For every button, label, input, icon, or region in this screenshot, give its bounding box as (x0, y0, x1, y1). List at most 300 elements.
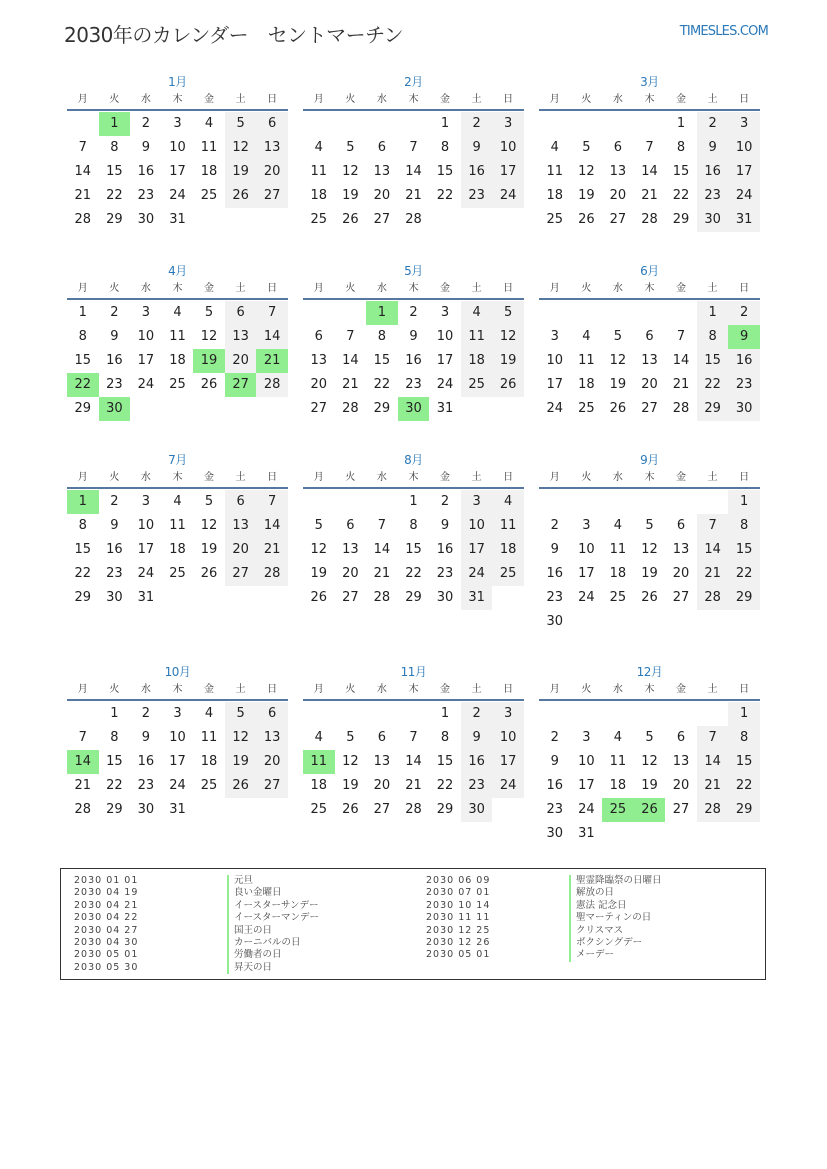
day-cell: 23 (728, 373, 760, 397)
month-title: 4月 (168, 264, 187, 278)
month-block (539, 73, 760, 232)
holiday-name: 国王の日 (227, 925, 319, 937)
day-cell: 31 (578, 826, 595, 841)
day-cell: 22 (436, 188, 454, 203)
day-cell: 28 (373, 590, 391, 605)
day-cell: 20 (672, 566, 690, 581)
day-cell: 22 (728, 562, 760, 586)
weekday-header (303, 469, 524, 489)
day-cell: 10 (169, 730, 186, 745)
day-cell: 9 (440, 518, 450, 533)
day-cell: 22 (373, 377, 391, 392)
day-cell: 27 (310, 401, 328, 416)
day-cell: 26 (609, 401, 627, 416)
weekday-header (303, 91, 524, 111)
weekday-label: 金 (440, 472, 451, 483)
day-cell: 5 (225, 112, 257, 136)
day-grid (303, 301, 524, 421)
day-cell: 29 (106, 802, 123, 817)
holiday-date: 2030 06 09 (426, 875, 491, 886)
day-cell: 14 (74, 164, 92, 179)
day-cell: 18 (546, 188, 564, 203)
day-cell: 18 (609, 778, 627, 793)
month-title: 10月 (164, 665, 191, 679)
holiday-dates-left (74, 875, 138, 974)
empty-cell (571, 301, 603, 325)
day-cell: 14 (672, 353, 690, 368)
day-cell: 8 (110, 730, 119, 745)
weekday-label: 日 (503, 472, 514, 483)
day-cell: 9 (461, 726, 493, 750)
day-cell: 11 (169, 518, 186, 533)
day-cell: 12 (492, 325, 524, 349)
weekday-label: 金 (676, 472, 687, 483)
day-cell: 7 (409, 730, 418, 745)
weekday-label: 火 (581, 472, 592, 483)
day-cell: 25 (310, 212, 328, 227)
day-cell: 24 (492, 774, 524, 798)
holiday-date: 2030 11 11 (426, 912, 491, 924)
day-cell: 24 (461, 562, 493, 586)
day-cell: 28 (256, 373, 288, 397)
day-cell: 8 (697, 325, 729, 349)
day-cell: 31 (461, 586, 493, 610)
day-cell: 18 (200, 164, 218, 179)
day-cell: 25 (578, 401, 595, 416)
weekday-header (303, 681, 524, 701)
day-cell: 15 (436, 164, 454, 179)
weekday-label: 金 (204, 94, 215, 105)
day-cell: 8 (110, 140, 119, 155)
weekday-label: 金 (676, 684, 687, 695)
day-cell: 13 (672, 754, 690, 769)
weekday-label: 月 (313, 283, 324, 294)
day-cell: 30 (546, 826, 564, 841)
day-cell: 27 (672, 590, 690, 605)
day-cell: 2 (141, 116, 151, 131)
holiday-day-cell: 1 (99, 112, 131, 136)
day-cell: 30 (546, 614, 564, 629)
day-cell: 31 (137, 590, 155, 605)
holiday-day-cell: 14 (67, 750, 99, 774)
day-cell: 22 (405, 566, 422, 581)
weekday-label: 火 (109, 472, 120, 483)
day-cell: 1 (78, 305, 87, 320)
holiday-date: 2030 05 01 (74, 949, 139, 961)
day-cell: 8 (440, 140, 450, 155)
empty-cell (634, 112, 666, 136)
holiday-day-cell: 1 (366, 301, 398, 325)
day-cell: 15 (74, 353, 92, 368)
weekday-label: 水 (140, 472, 151, 483)
weekday-label: 木 (408, 472, 419, 483)
day-cell: 27 (373, 802, 391, 817)
holiday-date: 2030 01 01 (74, 875, 139, 886)
day-cell: 16 (137, 754, 155, 769)
day-cell: 1 (409, 494, 418, 509)
holiday-names-left (227, 875, 319, 974)
holiday-name: 元旦 (227, 875, 319, 887)
day-cell: 16 (546, 778, 564, 793)
day-cell: 12 (342, 164, 359, 179)
day-cell: 7 (697, 726, 729, 750)
day-cell: 15 (405, 542, 422, 557)
holiday-date: 2030 12 26 (426, 936, 491, 948)
day-cell: 6 (676, 518, 686, 533)
weekday-label: 火 (345, 94, 356, 105)
day-cell: 11 (200, 140, 218, 155)
empty-cell (335, 490, 367, 514)
weekday-label: 木 (644, 94, 655, 105)
weekday-label: 火 (581, 283, 592, 294)
day-cell: 13 (256, 136, 288, 160)
day-cell: 30 (137, 212, 155, 227)
weekday-label: 金 (676, 94, 687, 105)
weekday-header (539, 681, 760, 701)
day-cell: 5 (204, 305, 214, 320)
day-cell: 20 (225, 538, 257, 562)
day-cell: 22 (74, 566, 92, 581)
day-cell: 12 (310, 542, 328, 557)
day-cell: 8 (409, 518, 418, 533)
holiday-name: メーデー (569, 949, 662, 961)
day-cell: 20 (310, 377, 328, 392)
weekday-label: 金 (676, 283, 687, 294)
day-cell: 7 (409, 140, 418, 155)
day-cell: 19 (225, 160, 257, 184)
day-cell: 18 (578, 377, 595, 392)
weekday-label: 木 (408, 283, 419, 294)
weekday-label: 月 (549, 472, 560, 483)
day-cell: 8 (728, 514, 760, 538)
day-cell: 5 (204, 494, 214, 509)
holiday-name: 良い金曜日 (227, 887, 319, 899)
weekday-label: 日 (503, 94, 514, 105)
weekday-label: 火 (109, 94, 120, 105)
day-cell: 26 (578, 212, 595, 227)
weekday-header (539, 91, 760, 111)
holiday-day-cell: 19 (193, 349, 225, 373)
weekday-label: 火 (345, 472, 356, 483)
empty-cell (602, 112, 634, 136)
weekday-label: 水 (376, 283, 387, 294)
day-cell: 16 (106, 353, 123, 368)
day-cell: 18 (609, 566, 627, 581)
day-cell: 25 (310, 802, 328, 817)
weekday-header (67, 91, 288, 111)
day-cell: 7 (256, 301, 288, 325)
weekday-label: 火 (581, 684, 592, 695)
day-cell: 16 (697, 160, 729, 184)
weekday-label: 火 (345, 684, 356, 695)
day-cell: 11 (492, 514, 524, 538)
weekday-label: 日 (739, 684, 750, 695)
day-cell: 19 (609, 377, 627, 392)
weekday-label: 月 (549, 283, 560, 294)
holiday-name: カーニバルの日 (227, 937, 319, 949)
weekday-label: 月 (549, 94, 560, 105)
day-cell: 9 (141, 730, 151, 745)
day-cell: 12 (200, 329, 218, 344)
day-cell: 8 (78, 329, 87, 344)
weekday-label: 金 (440, 684, 451, 695)
day-cell: 2 (141, 706, 151, 721)
day-cell: 17 (436, 353, 454, 368)
empty-cell (398, 112, 430, 136)
day-cell: 10 (492, 726, 524, 750)
day-cell: 14 (342, 353, 359, 368)
day-cell: 17 (137, 542, 155, 557)
day-cell: 11 (200, 730, 218, 745)
day-cell: 20 (672, 778, 690, 793)
weekday-label: 月 (77, 472, 88, 483)
day-cell: 3 (141, 305, 151, 320)
weekday-label: 月 (549, 684, 560, 695)
day-cell: 31 (169, 212, 186, 227)
day-cell: 6 (346, 518, 355, 533)
empty-cell (602, 702, 634, 726)
day-cell: 30 (728, 397, 760, 421)
day-cell: 17 (578, 778, 595, 793)
holiday-date: 2030 10 14 (426, 899, 491, 911)
weekday-label: 木 (408, 94, 419, 105)
day-cell: 1 (440, 706, 450, 721)
day-cell: 16 (728, 349, 760, 373)
day-cell: 20 (609, 188, 627, 203)
weekday-label: 水 (140, 283, 151, 294)
day-cell: 25 (492, 562, 524, 586)
day-cell: 15 (106, 164, 123, 179)
day-cell: 8 (728, 726, 760, 750)
weekday-label: 日 (503, 684, 514, 695)
day-cell: 28 (641, 212, 658, 227)
weekday-label: 水 (376, 94, 387, 105)
day-cell: 12 (200, 518, 218, 533)
weekday-label: 月 (77, 94, 88, 105)
day-grid (539, 301, 760, 421)
day-cell: 11 (461, 325, 493, 349)
weekday-label: 水 (140, 94, 151, 105)
month-title: 6月 (640, 264, 659, 278)
holiday-day-cell: 21 (256, 349, 288, 373)
day-cell: 3 (492, 702, 524, 726)
day-cell: 9 (110, 329, 119, 344)
weekday-label: 日 (739, 472, 750, 483)
day-cell: 26 (200, 377, 218, 392)
day-cell: 25 (169, 566, 186, 581)
day-cell: 7 (645, 140, 654, 155)
day-cell: 3 (492, 112, 524, 136)
day-cell: 16 (436, 542, 454, 557)
day-cell: 30 (106, 590, 123, 605)
day-cell: 13 (641, 353, 658, 368)
day-cell: 2 (697, 112, 729, 136)
day-cell: 28 (405, 802, 422, 817)
site-logo[interactable]: TIMESLES.COM (679, 24, 768, 39)
holiday-day-cell: 25 (602, 798, 634, 822)
day-grid (539, 112, 760, 232)
day-cell: 15 (728, 750, 760, 774)
weekday-label: 日 (739, 94, 750, 105)
day-cell: 20 (342, 566, 359, 581)
weekday-label: 土 (235, 472, 246, 483)
day-cell: 4 (314, 730, 323, 745)
month-title: 5月 (404, 264, 423, 278)
weekday-label: 木 (172, 684, 183, 695)
month-title: 7月 (168, 453, 187, 467)
weekday-label: 金 (440, 94, 451, 105)
empty-cell (602, 490, 634, 514)
weekday-label: 土 (471, 684, 482, 695)
weekday-label: 金 (204, 472, 215, 483)
day-cell: 2 (110, 305, 119, 320)
holiday-date: 2030 04 27 (74, 924, 139, 936)
day-cell: 28 (672, 401, 690, 416)
day-cell: 24 (169, 778, 186, 793)
weekday-label: 木 (172, 283, 183, 294)
day-cell: 13 (373, 754, 391, 769)
day-cell: 18 (310, 188, 328, 203)
day-cell: 29 (106, 212, 123, 227)
weekday-label: 水 (612, 684, 623, 695)
holiday-name: 労働者の日 (227, 949, 319, 961)
month-title: 11月 (400, 665, 427, 679)
day-cell: 19 (225, 750, 257, 774)
empty-cell (665, 301, 697, 325)
weekday-label: 水 (140, 684, 151, 695)
day-cell: 18 (310, 778, 328, 793)
empty-cell (539, 112, 571, 136)
day-cell: 19 (641, 566, 658, 581)
day-cell: 12 (225, 726, 257, 750)
day-cell: 5 (346, 730, 355, 745)
weekday-label: 日 (267, 472, 278, 483)
day-grid (303, 490, 524, 610)
day-cell: 10 (461, 514, 493, 538)
day-cell: 18 (169, 353, 186, 368)
day-cell: 19 (492, 349, 524, 373)
day-cell: 26 (225, 184, 257, 208)
day-cell: 7 (377, 518, 387, 533)
day-cell: 27 (256, 184, 288, 208)
day-grid (539, 702, 760, 846)
day-cell: 17 (492, 160, 524, 184)
day-cell: 15 (436, 754, 454, 769)
day-cell: 21 (697, 562, 729, 586)
month-block (303, 451, 524, 610)
day-cell: 17 (169, 754, 186, 769)
day-cell: 27 (373, 212, 391, 227)
day-cell: 1 (440, 116, 450, 131)
day-cell: 14 (697, 750, 729, 774)
day-cell: 22 (728, 774, 760, 798)
day-cell: 7 (78, 140, 87, 155)
weekday-label: 木 (644, 472, 655, 483)
day-cell: 31 (728, 208, 760, 232)
day-cell: 13 (373, 164, 391, 179)
day-cell: 24 (578, 802, 595, 817)
day-cell: 28 (697, 586, 729, 610)
day-cell: 22 (697, 373, 729, 397)
weekday-label: 水 (612, 472, 623, 483)
day-cell: 27 (256, 774, 288, 798)
weekday-label: 土 (235, 684, 246, 695)
day-cell: 22 (436, 778, 454, 793)
day-cell: 2 (550, 518, 559, 533)
day-cell: 4 (173, 494, 182, 509)
day-grid (67, 301, 288, 421)
day-cell: 31 (436, 401, 454, 416)
day-cell: 23 (697, 184, 729, 208)
day-cell: 14 (405, 754, 422, 769)
month-block (67, 262, 288, 421)
weekday-label: 日 (739, 283, 750, 294)
day-cell: 27 (609, 212, 627, 227)
day-cell: 9 (461, 136, 493, 160)
day-cell: 24 (728, 184, 760, 208)
weekday-header (67, 280, 288, 300)
day-cell: 8 (676, 140, 686, 155)
day-cell: 5 (225, 702, 257, 726)
holiday-date: 2030 04 19 (74, 887, 139, 899)
day-cell: 4 (173, 305, 182, 320)
empty-cell (366, 702, 398, 726)
day-cell: 12 (225, 136, 257, 160)
day-cell: 6 (225, 490, 257, 514)
day-cell: 15 (728, 538, 760, 562)
day-cell: 5 (492, 301, 524, 325)
weekday-label: 月 (313, 472, 324, 483)
day-cell: 4 (204, 116, 214, 131)
day-cell: 4 (492, 490, 524, 514)
day-cell: 14 (373, 542, 391, 557)
day-cell: 24 (137, 377, 155, 392)
month-title: 9月 (640, 453, 659, 467)
day-cell: 10 (492, 136, 524, 160)
day-cell: 24 (137, 566, 155, 581)
day-cell: 4 (461, 301, 493, 325)
day-cell: 26 (225, 774, 257, 798)
day-cell: 28 (342, 401, 359, 416)
day-cell: 14 (697, 538, 729, 562)
empty-cell (335, 702, 367, 726)
day-cell: 18 (169, 542, 186, 557)
day-cell: 20 (641, 377, 658, 392)
day-cell: 17 (461, 538, 493, 562)
empty-cell (571, 490, 603, 514)
day-cell: 19 (342, 188, 359, 203)
weekday-label: 土 (471, 283, 482, 294)
weekday-label: 火 (345, 283, 356, 294)
month-block (67, 663, 288, 822)
day-cell: 20 (256, 160, 288, 184)
empty-cell (335, 301, 367, 325)
day-cell: 21 (641, 188, 658, 203)
holiday-name: 解放の日 (569, 887, 662, 899)
day-cell: 9 (110, 518, 119, 533)
weekday-label: 木 (172, 472, 183, 483)
day-cell: 23 (436, 566, 454, 581)
empty-cell (697, 490, 729, 514)
holiday-day-cell: 26 (634, 798, 666, 822)
month-block (539, 262, 760, 421)
day-cell: 19 (310, 566, 328, 581)
holiday-name: 憲法 記念日 (569, 900, 662, 912)
day-cell: 21 (697, 774, 729, 798)
day-cell: 6 (613, 140, 623, 155)
day-cell: 21 (74, 188, 92, 203)
holiday-day-cell: 30 (398, 397, 430, 421)
